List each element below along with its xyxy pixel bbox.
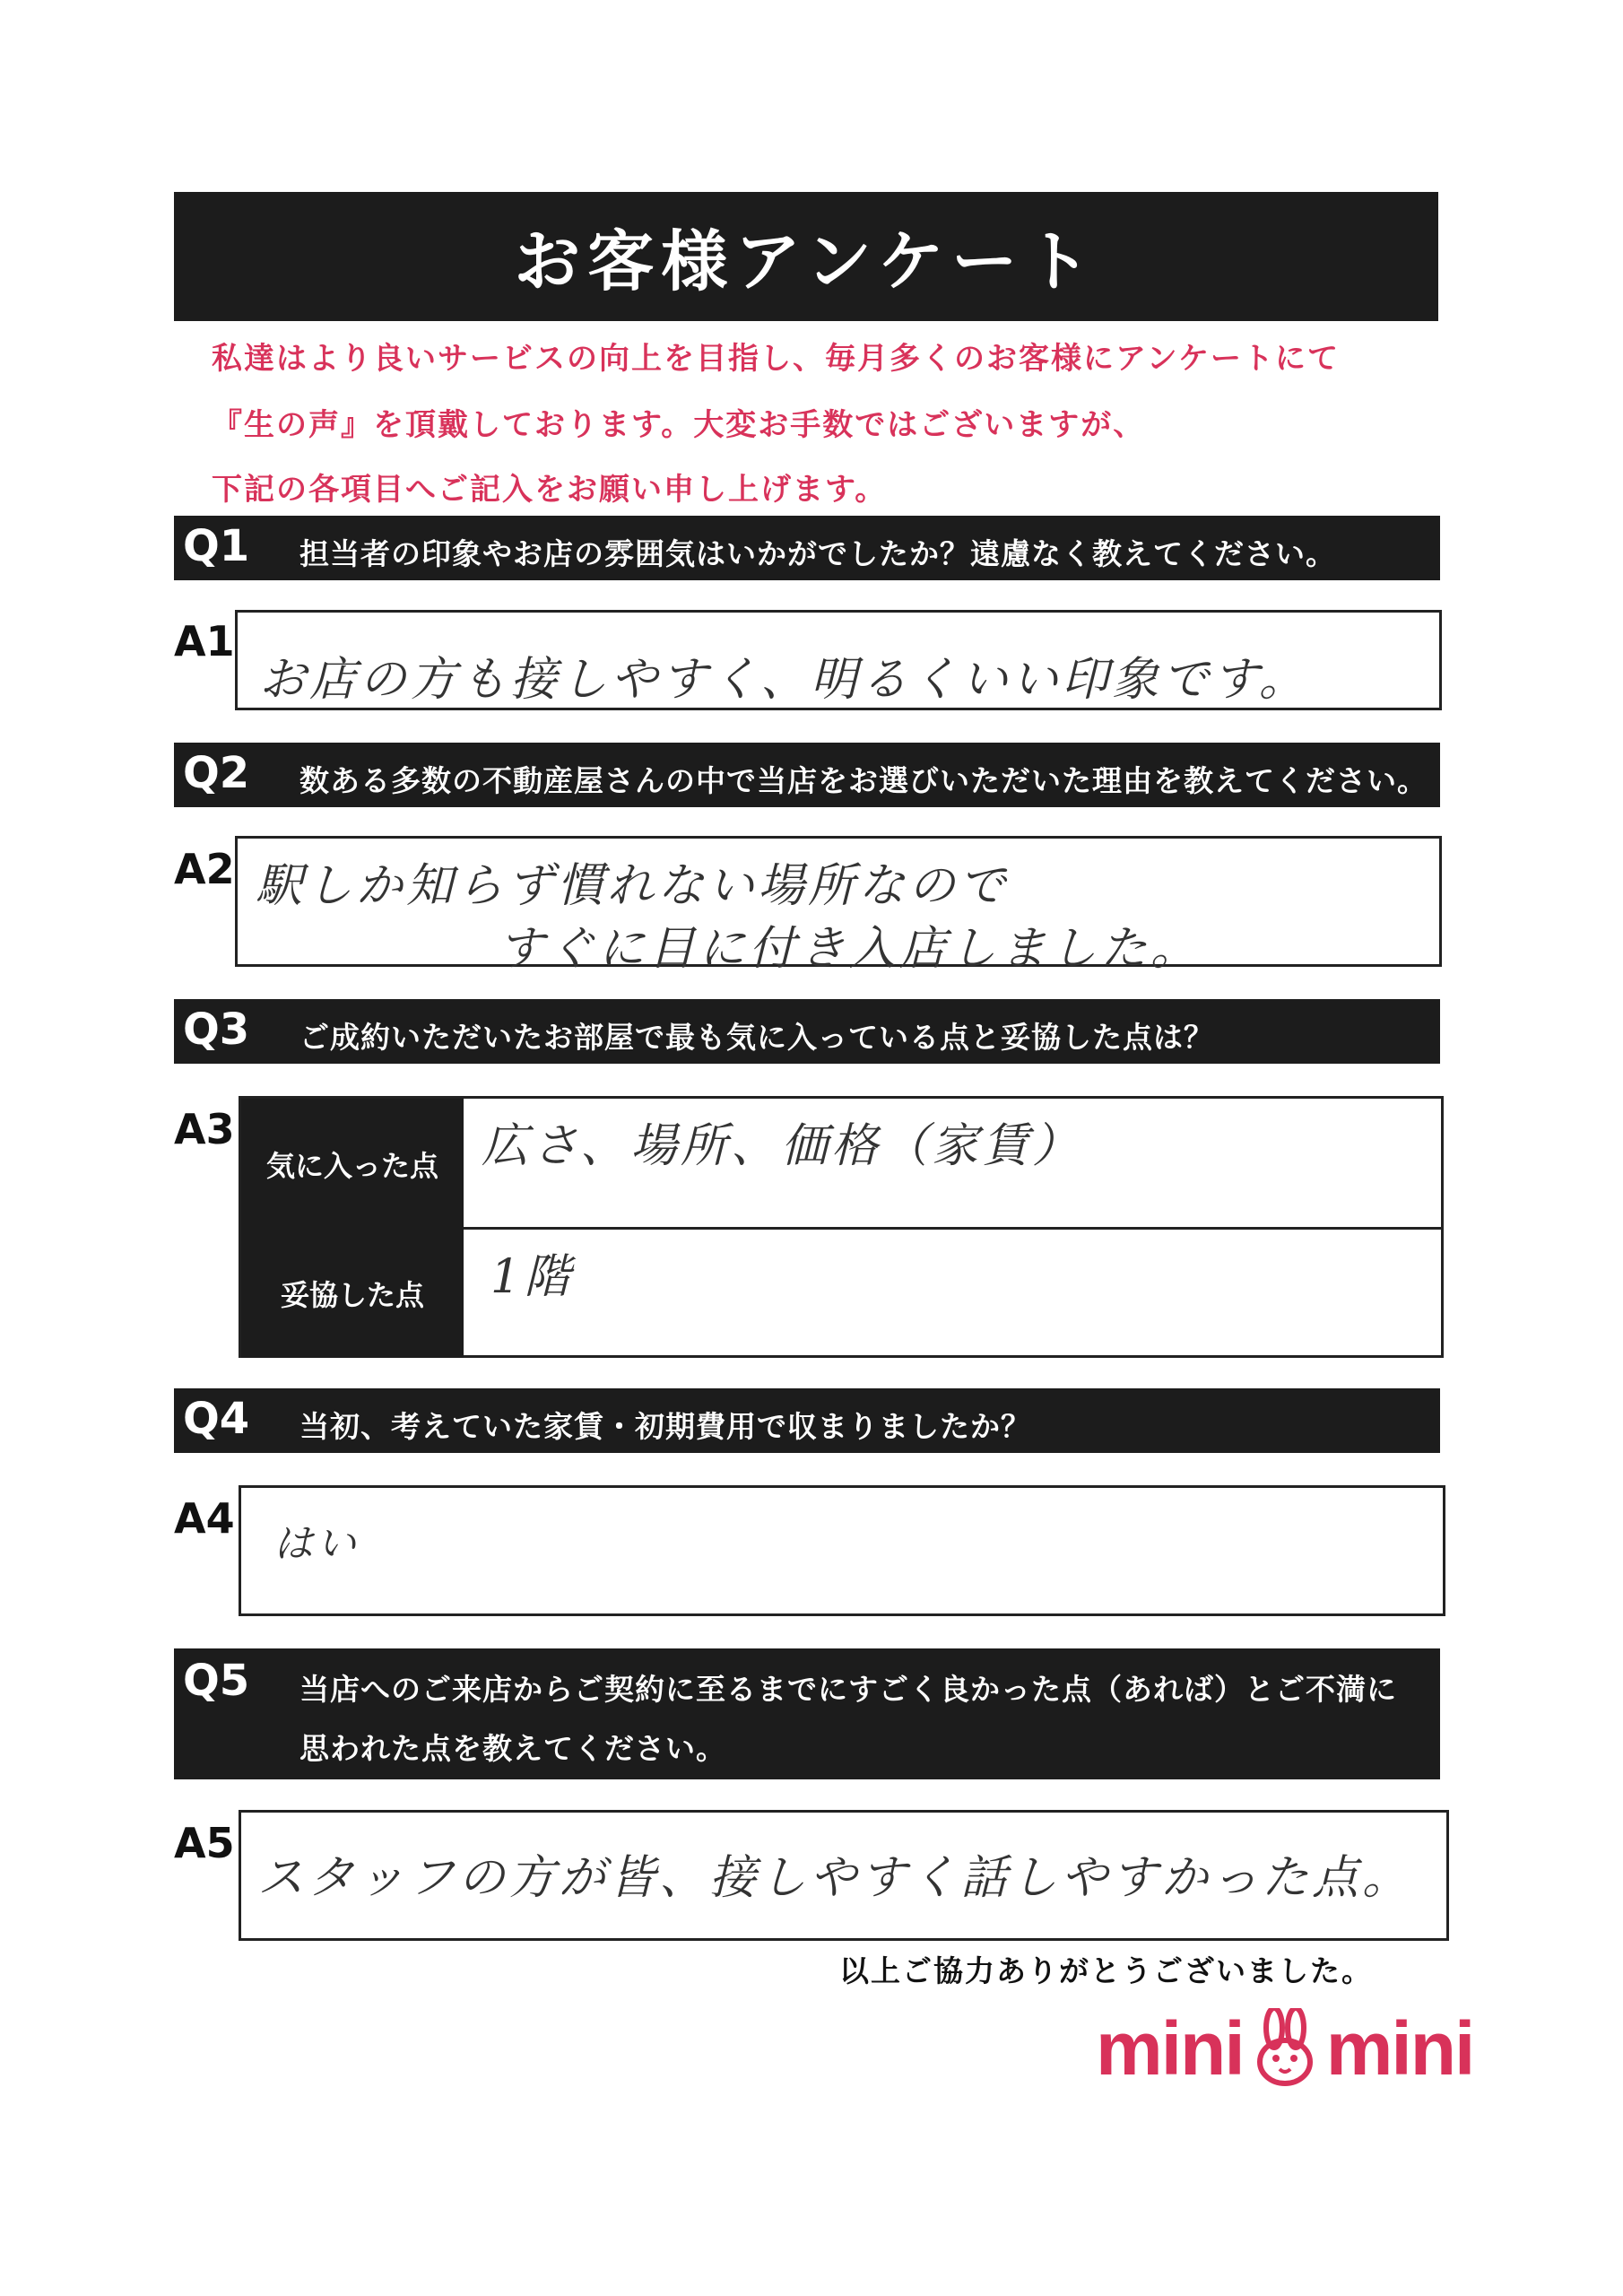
question-2-bar [174,743,1440,807]
question-5-line-2: 思われた点を教えてください。 [299,1731,726,1766]
question-1-text: 担当者の印象やお店の雰囲気はいかがでしたか？遠慮なく教えてください。 [299,536,1336,571]
logo-word-right: mini [1325,2005,1474,2091]
question-3-bar [174,999,1440,1064]
answer-2-line-2: すぐに目に付き入店しました。 [498,922,1202,976]
minimini-logo [1096,2004,1474,2093]
answer-3-box [239,1096,1444,1358]
thank-you-text: 以上ご協力ありがとうございました。 [839,1953,1373,1988]
title-bar [174,192,1438,321]
question-5-label: Q5 [183,1656,250,1706]
question-3-label: Q3 [183,1004,250,1055]
intro-line-3: 下記の各項目へご記入をお願い申し上げます。 [212,472,888,508]
liked-point-text: 広さ、場所、価格（家賃） [482,1119,1082,1173]
answer-4-text: はい [273,1521,360,1567]
compromise-point-text: 1階 [490,1250,575,1304]
answer-2-label: A2 [174,845,235,893]
question-5-bar [174,1648,1440,1779]
answer-5-text: スタッフの方が皆、接しやすく話しやすかった点。 [257,1851,1413,1905]
liked-point-label: 気に入った点 [241,1099,464,1229]
answer-3-label: A3 [174,1105,235,1153]
compromise-point-label: 妥協した点 [241,1229,464,1358]
question-2-label: Q2 [183,748,250,798]
question-1-bar [174,516,1440,580]
question-5-line-1: 当店へのご来店からご契約に至るまでにすごく良かった点（あれば）とご不満に [299,1672,1397,1707]
question-4-bar [174,1388,1440,1453]
question-3-text: ご成約いただいたお部屋で最も気に入っている点と妥協した点は？ [299,1020,1214,1055]
answer-4-label: A4 [174,1494,235,1543]
intro-line-1: 私達はより良いサービスの向上を目指し、毎月多くのお客様にアンケートにて [212,341,1340,377]
question-4-label: Q4 [183,1394,250,1444]
rabbit-icon [1247,2008,1323,2089]
answer-1-text: お店の方も接しやすく、明るくいい印象です。 [259,653,1309,707]
page-title: お客様アンケート [514,223,1098,300]
answer-4-box[interactable] [239,1485,1445,1616]
answer-2-box[interactable] [235,836,1442,976]
answer-5-label: A5 [174,1819,235,1867]
answer-1-label: A1 [174,617,235,665]
answer-5-box[interactable] [239,1810,1449,1941]
question-1-label: Q1 [183,521,250,571]
logo-word-left: mini [1096,2005,1244,2091]
answer-1-box[interactable] [235,610,1442,710]
compromise-point-field[interactable] [464,1230,1441,1358]
liked-point-field[interactable] [464,1099,1441,1227]
intro-line-2: 『生の声』を頂戴しております。大変お手数ではございますが、 [212,407,1146,443]
answer-2-line-1: 駅しか知らず慣れない場所なので [256,859,1010,913]
question-4-text: 当初、考えていた家賃・初期費用で収まりましたか？ [299,1409,1031,1444]
question-2-text: 数ある多数の不動産屋さんの中で当店をお選びいただいた理由を教えてください。 [299,763,1428,798]
